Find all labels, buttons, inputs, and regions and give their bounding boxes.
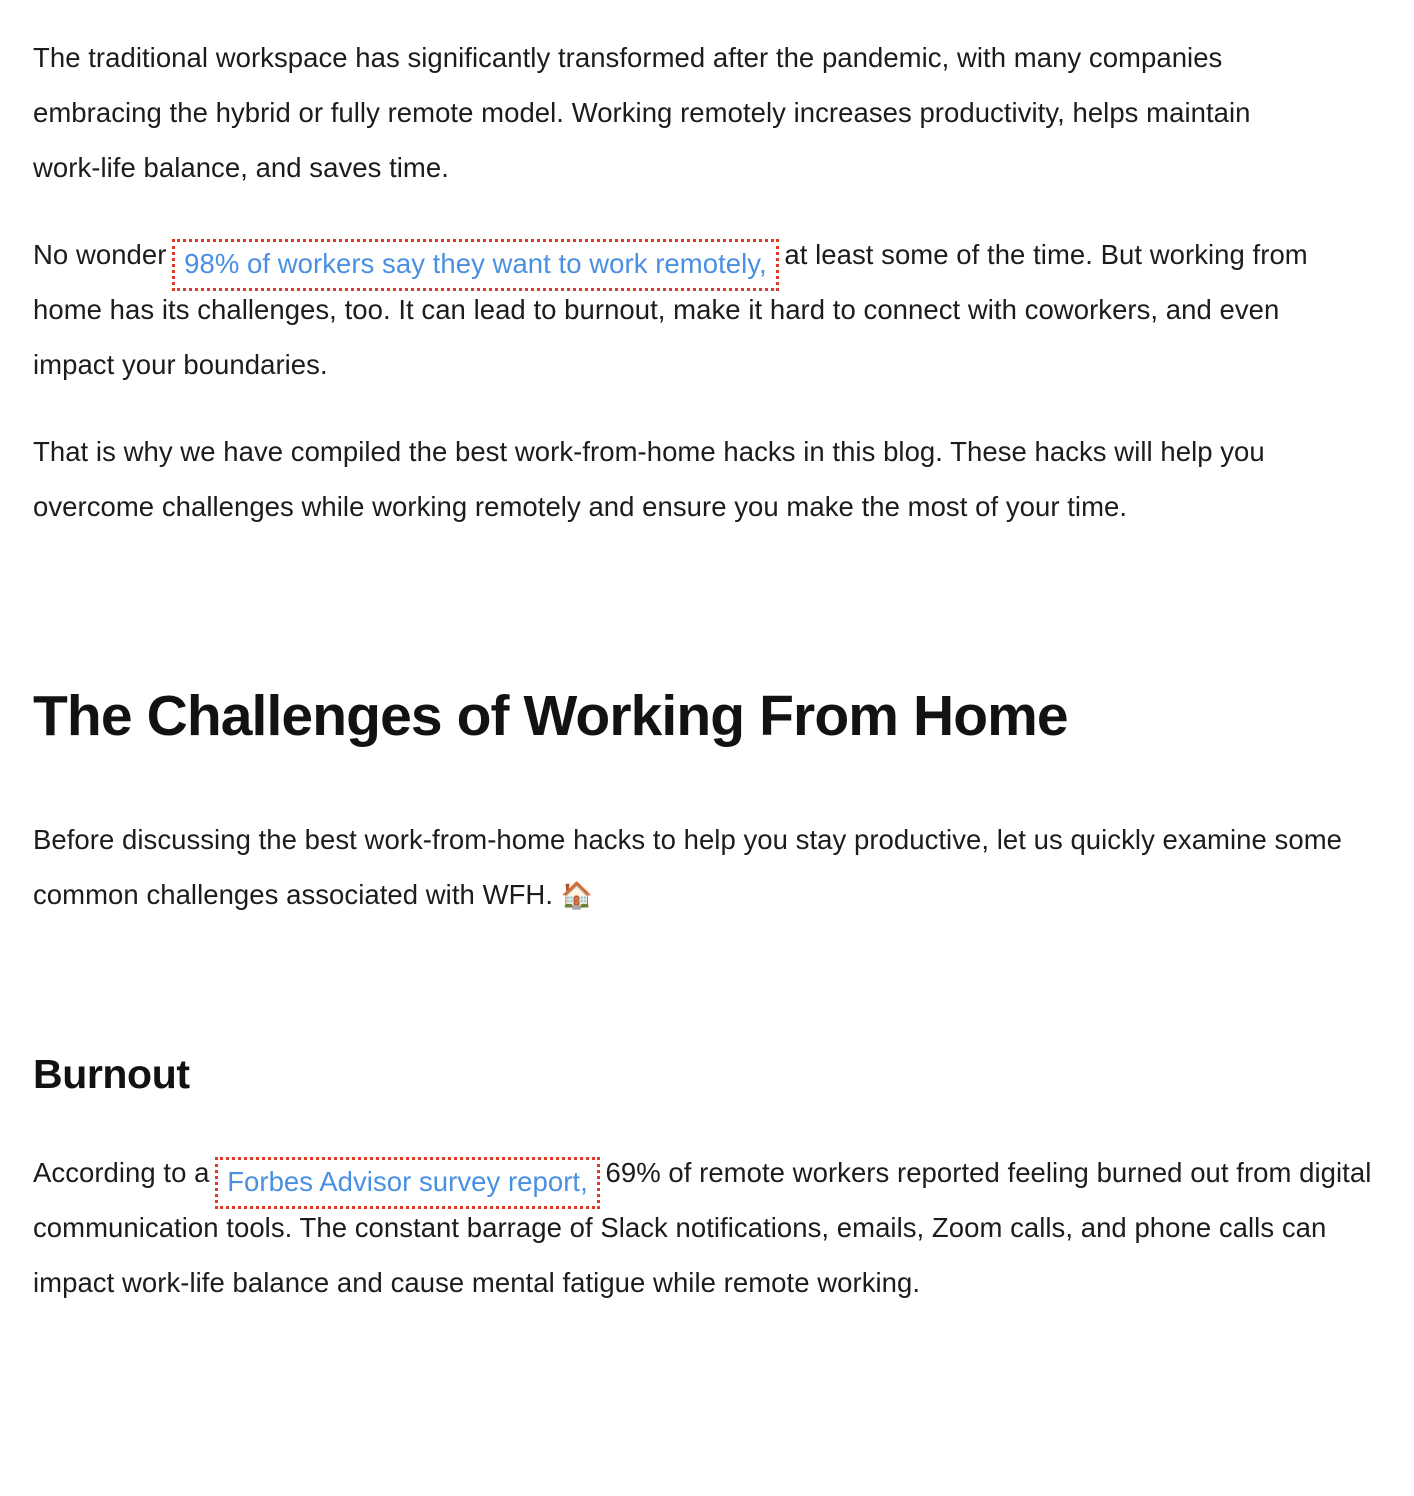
paragraph-burnout-body <box>33 1145 1384 1310</box>
paragraph-no-wonder-lead: No wonder <box>33 239 175 270</box>
link-forbes-advisor-survey-report[interactable]: Forbes Advisor survey report, <box>227 1166 588 1197</box>
spacer-before-heading-3 <box>33 956 1384 1048</box>
link-98-percent-workers-remote[interactable]: 98% of workers say they want to work remotely, <box>184 248 767 279</box>
spacer-after-heading-2 <box>33 754 1384 812</box>
highlight-box-remote-work-stat <box>172 239 779 291</box>
highlight-box-forbes-report <box>215 1157 600 1209</box>
paragraph-intro-text: The traditional workspace has significantly transformed after the pandemic, with many companies embracing the hybrid or fully remote model. Working remotely increases productivity, helps maintain work-life balance, and saves time. <box>33 42 1251 183</box>
paragraph-intro <box>33 30 1318 195</box>
paragraph-no-wonder-tail: at least some of the time. But working from home has its challenges, too. It can lead to burnout, make it hard to connect with coworkers, and even impact your boundaries. <box>33 239 1308 380</box>
paragraph-compiled-hacks <box>33 424 1318 534</box>
paragraph-compiled-hacks-text: That is why we have compiled the best work-from-home hacks in this blog. These hacks will help you overcome challenges while working remotely and ensure you make the most of your time. <box>33 436 1265 522</box>
paragraph-burnout-tail: 69% of remote workers reported feeling burned out from digital communication tools. The constant barrage of Slack notifications, emails, Zoom calls, and phone calls can impact work-life balance and cause mental fatigue while remote working. <box>33 1157 1372 1298</box>
paragraph-before-discussing-text: Before discussing the best work-from-home hacks to help you stay productive, let us quickly examine some common challenges associated with WFH. <box>33 824 1342 910</box>
paragraph-burnout-lead: According to a <box>33 1157 218 1188</box>
spacer-after-heading-3 <box>33 1100 1384 1145</box>
heading-challenges-of-working-from-home: The Challenges of Working From Home <box>33 684 1068 748</box>
house-icon: 🏠 <box>560 881 594 911</box>
paragraph-no-wonder <box>33 227 1318 392</box>
heading-burnout: Burnout <box>33 1051 190 1097</box>
spacer-before-heading-2 <box>33 566 1384 678</box>
paragraph-before-discussing <box>33 812 1384 924</box>
